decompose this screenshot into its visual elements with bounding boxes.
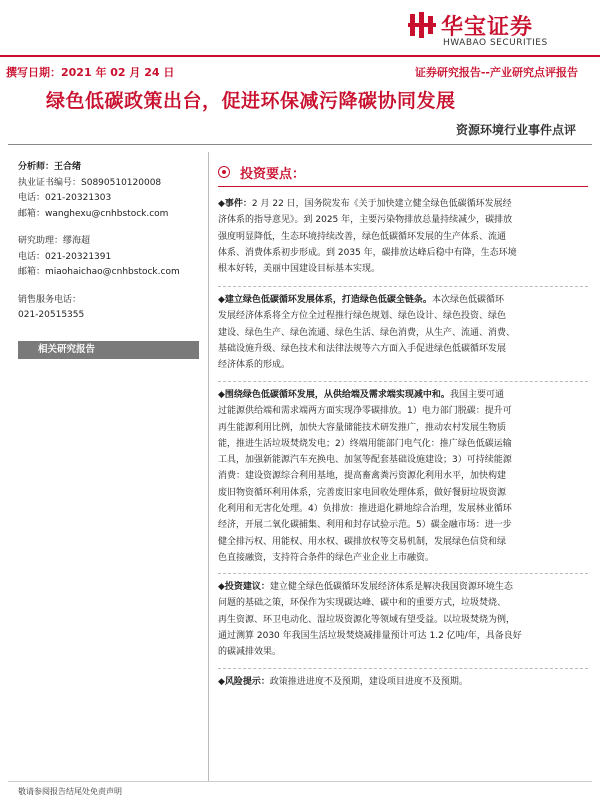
key-points-rule [218, 186, 588, 187]
column-divider [208, 152, 209, 782]
assistant-email[interactable]: 邮箱：miaohaichao@cnhbstock.com [18, 267, 180, 277]
assistant-phone: 电话：021-20321391 [18, 251, 112, 262]
logo-english-name: HWABAO SECURITIES [443, 38, 548, 48]
risk-lead: ◆风险提示： [218, 677, 270, 687]
company-logo [407, 8, 592, 50]
key-points-header [218, 163, 588, 183]
sales-phone: 021-20515355 [18, 310, 85, 320]
system-paragraph: ◆建立绿色低碳循环发展体系，打造绿色低碳全链条。本次绿色低碳循环 发展经济体系将全方位全过程推行绿色规划、绿色设计、绿色投资、绿色 建设、绿色生产、绿色流通、绿色生活、绿色消费，从生产、流通、消费、 基础设施升级、绿色技术和法律法规等六方面入手促进绿色低碳循环发展 经济体系的形成。 [218, 295, 516, 371]
system-lead: ◆建立绿色低碳循环发展体系，打造绿色低碳全链条。 [218, 295, 432, 305]
report-subtitle: 资源环境行业事件点评 [455, 123, 576, 137]
section-separator [218, 668, 588, 669]
carbon-lead: ◆围绕绿色低碳循环发展，从供给端及需求端实现减中和。 [218, 390, 450, 400]
huabao-logo-icon [407, 10, 437, 40]
report-title: 绿色低碳政策出台，促进环保减污降碳协同发展 [46, 90, 456, 112]
section-separator [218, 381, 588, 382]
risk-paragraph: ◆风险提示：政策推进进度不及预期，建设项目进度不及预期。 [218, 677, 468, 687]
event-paragraph: ◆事件：2 月 22 日，国务院发布《关于加快建立健全绿色低碳循环发展经 济体系的指导意见》。到 2025 年，主要污染物排放总量持续减少，碳排放 强度明显降低，生态环境持续改善，绿色低碳循环发展的生产体系、流通 体系、消费体系初步形成。到 2035 年，碳排放达峰后稳中有降，生态环境 根本好转，美丽中国建设目标基本实现。 [218, 199, 517, 275]
analyst-email[interactable]: 邮箱：wanghexu@cnhbstock.com [18, 208, 169, 219]
report-date: 撰写日期：2021 年 02 月 24 日 [6, 66, 175, 79]
analyst-cert: 执业证书编号：S0890510120008 [18, 177, 162, 188]
logo-chinese-name: 华宝证券 [441, 15, 534, 40]
key-points-title: 投资要点： [240, 167, 306, 182]
section-separator [218, 286, 588, 287]
footer-rule [8, 781, 592, 782]
target-icon [218, 166, 230, 178]
header-rule [0, 55, 600, 57]
related-reports-label: 相关研究报告 [38, 344, 96, 355]
title-divider [8, 144, 592, 145]
analyst-info [18, 160, 198, 324]
report-category: 证券研究报告--产业研究点评报告 [414, 66, 578, 79]
event-lead: ◆事件： [218, 199, 252, 209]
sales-label: 销售服务电话： [18, 294, 82, 305]
analyst-phone: 电话：021-20321303 [18, 193, 112, 203]
section-separator [218, 573, 588, 574]
disclaimer-note: 敬请参阅报告结尾处免责声明 [18, 787, 122, 796]
analyst-name: 分析师：王合绪 [18, 162, 82, 172]
investment-lead: ◆投资建议： [218, 582, 270, 592]
related-reports-bar [18, 341, 199, 359]
carbon-neutral-paragraph: ◆围绕绿色低碳循环发展，从供给端及需求端实现减中和。我国主要可通 过能源供给端和需求端两方面实现净零碳排放。1）电力部门脱碳：提升可 再生能源利用比例，加快大容量储能技术研发推广，推动农村发展生物质 能，推进生活垃圾焚烧发电；2）终端用能部门电气化：推广绿色低碳运输 工具，加强新能源汽车充换电、加氢等配套基础设施建设；3）可持续能源 消费：建设资源综合利用基地，提高畜禽粪污资源化利用水平，加快构建 废旧物资循环利用体系，完善废旧家电回收处理体系，做好餐厨垃圾资源 化利用和无害化处理。4）负排放：推进退化耕地综合治理，发展林业循环 经济，开展二氧化碳捕集、利用和封存试验示范。5）碳金融市场：进一步 健全排污权、用能权、用水权、碳排放权等交易机制，发展绿色信贷和绿 色直接融资，支持符合条件的绿色产业企业上市融资。 [218, 390, 512, 563]
assistant-name: 研究助理：缪海超 [18, 236, 91, 246]
investment-paragraph: ◆投资建议：建立健全绿色低碳循环发展经济体系是解决我国资源环境生态 问题的基础之策，环保作为实现碳达峰、碳中和的重要方式，垃圾焚烧、 再生资源、环卫电动化、湿垃圾资源化等领域有望受益。以垃圾焚烧为例， 通过测算 2030 年我国生活垃圾焚烧减排量预计可达 1.2 亿吨/年，具备良好 的碳减排效果。 [218, 582, 522, 658]
